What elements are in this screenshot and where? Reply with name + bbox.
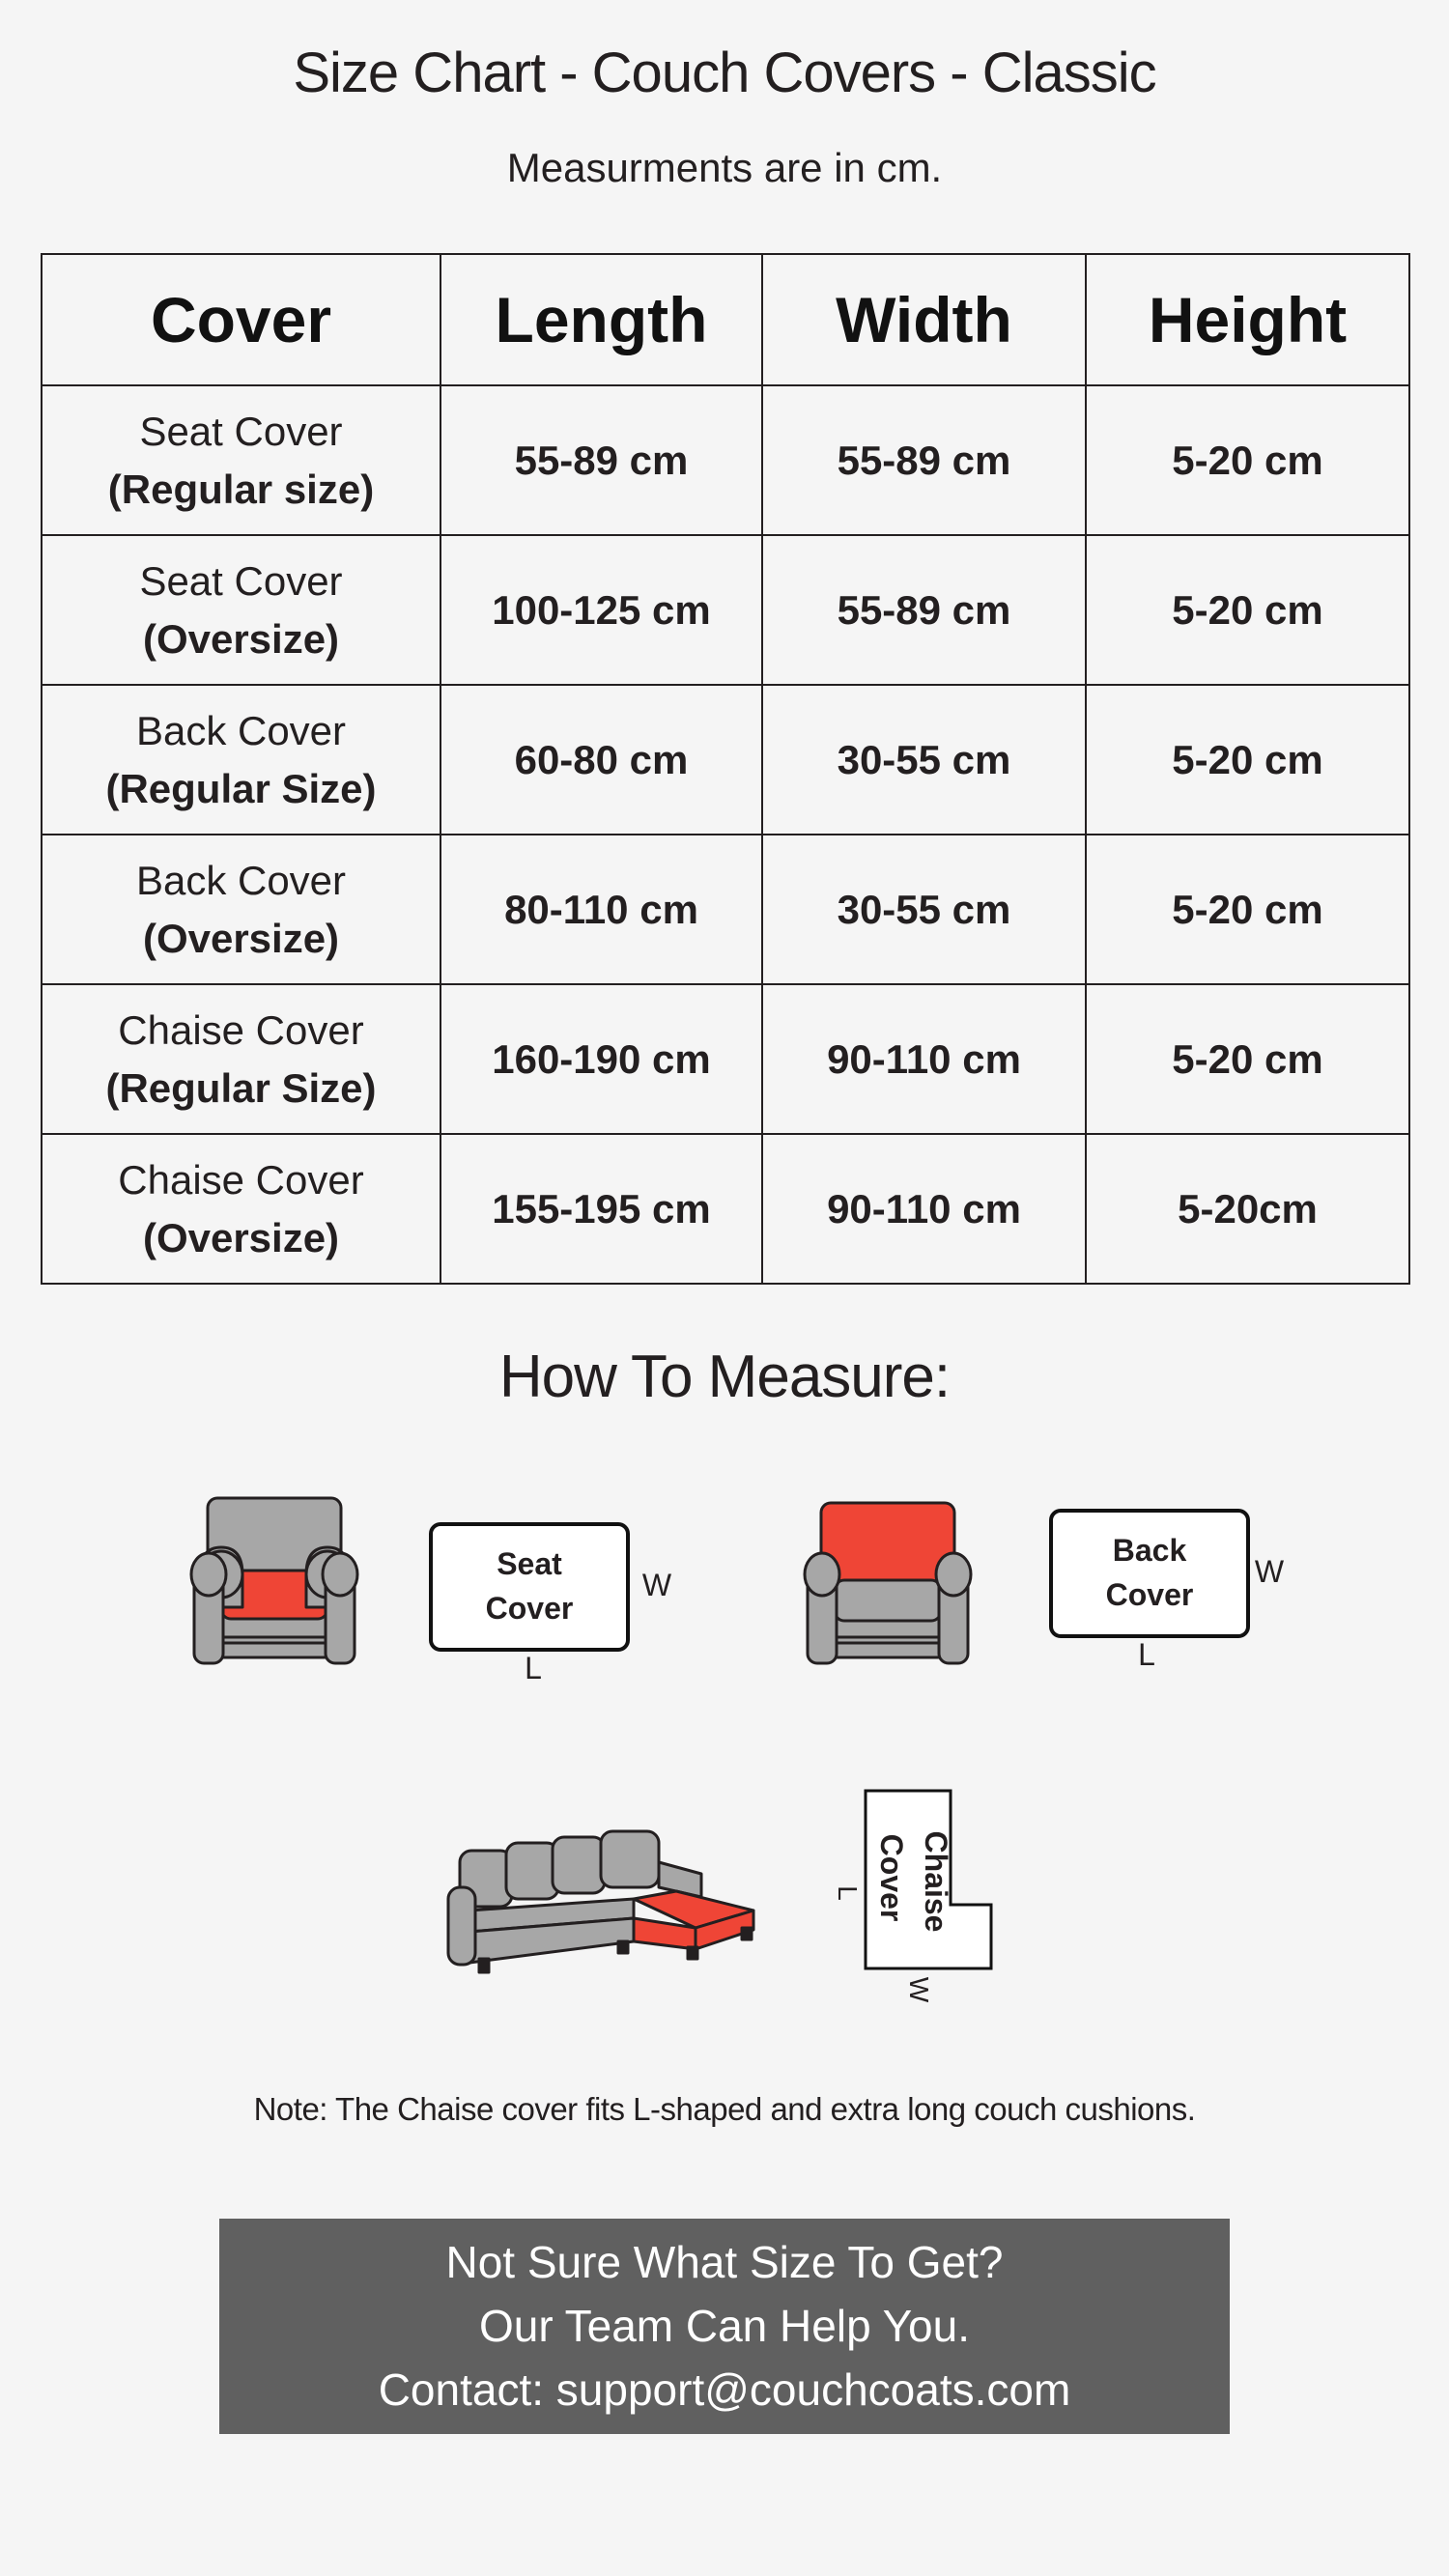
cover-name: Chaise Cover (118, 1006, 364, 1053)
column-header-height: Height (1086, 254, 1409, 385)
help-line-team: Our Team Can Help You. (478, 2301, 971, 2351)
seat-cover-label-line1: Seat (497, 1546, 562, 1581)
cover-size: (Regular Size) (105, 765, 377, 811)
cover-name: Back Cover (135, 707, 347, 753)
table-row (42, 385, 1409, 535)
table-header-row (42, 254, 1409, 385)
column-header-width: Width (762, 254, 1086, 385)
cover-size: (Oversize) (142, 1214, 340, 1260)
armchair-back-highlight-icon (800, 1495, 976, 1665)
width-cell: 30-55 cm (762, 835, 1086, 984)
width-cell: 30-55 cm (762, 685, 1086, 835)
cover-name: Back Cover (135, 857, 347, 903)
length-cell: 55-89 cm (440, 385, 762, 535)
seat-cover-label-line2: Cover (485, 1591, 574, 1626)
height-cell: 5-20 cm (1086, 984, 1409, 1134)
table-row (42, 984, 1409, 1134)
height-cell: 5-20 cm (1086, 535, 1409, 685)
height-cell: 5-20 cm (1086, 685, 1409, 835)
back-cover-diagram (1045, 1505, 1302, 1671)
chaise-cover-diagram (829, 1785, 1003, 2013)
back-width-label: W (1254, 1554, 1285, 1589)
help-line-question: Not Sure What Size To Get? (445, 2237, 1004, 2287)
sectional-sofa-chaise-highlight-icon (446, 1827, 757, 1976)
height-cell: 5-20 cm (1086, 385, 1409, 535)
cover-cell (42, 984, 440, 1134)
cover-size: (Oversize) (142, 915, 340, 961)
cover-cell (42, 1134, 440, 1284)
width-cell: 90-110 cm (762, 1134, 1086, 1284)
column-header-cover: Cover (42, 254, 440, 385)
width-cell: 90-110 cm (762, 984, 1086, 1134)
height-cell: 5-20 cm (1086, 835, 1409, 984)
cover-name: Chaise Cover (118, 1156, 364, 1203)
seat-length-label: L (525, 1651, 542, 1685)
back-cover-label-line1: Back (1112, 1533, 1187, 1568)
length-cell: 100-125 cm (440, 535, 762, 685)
cover-name: Seat Cover (139, 557, 343, 604)
back-cover-outline (1051, 1511, 1248, 1636)
chaise-width-label: W (904, 1976, 934, 2003)
how-to-measure-title: How To Measure: (498, 1344, 951, 1410)
length-cell: 160-190 cm (440, 984, 762, 1134)
cover-size: (Regular size) (107, 466, 375, 512)
chaise-cover-label-line1: Chaise (919, 1830, 953, 1933)
length-cell: 60-80 cm (440, 685, 762, 835)
back-cover-label-line2: Cover (1105, 1577, 1194, 1612)
table-row (42, 685, 1409, 835)
chaise-length-label: L (833, 1885, 863, 1901)
height-cell: 5-20cm (1086, 1134, 1409, 1284)
cover-size: (Oversize) (142, 615, 340, 662)
cover-size: (Regular Size) (105, 1064, 377, 1111)
seat-cover-diagram (425, 1518, 682, 1684)
seat-width-label: W (641, 1568, 672, 1602)
cover-cell (42, 535, 440, 685)
seat-cover-outline (431, 1524, 628, 1650)
table-row (42, 535, 1409, 685)
cover-cell (42, 385, 440, 535)
cover-name: Seat Cover (139, 408, 343, 454)
cover-cell (42, 835, 440, 984)
back-length-label: L (1138, 1637, 1155, 1672)
chaise-cover-label-line2: Cover (874, 1833, 909, 1922)
size-chart-table (41, 253, 1410, 1285)
cover-cell (42, 685, 440, 835)
table-row (42, 1134, 1409, 1284)
width-cell: 55-89 cm (762, 535, 1086, 685)
length-cell: 155-195 cm (440, 1134, 762, 1284)
help-banner (219, 2219, 1230, 2434)
armchair-seat-highlight-icon (186, 1495, 362, 1665)
column-header-length: Length (440, 254, 762, 385)
chaise-note: Note: The Chaise cover fits L-shaped and extra long couch cushions. (253, 2091, 1196, 2127)
width-cell: 55-89 cm (762, 385, 1086, 535)
page-subtitle: Measurments are in cm. (506, 145, 943, 190)
page-title: Size Chart - Couch Covers - Classic (293, 42, 1156, 104)
help-line-contact: Contact: support@couchcoats.com (378, 2364, 1071, 2415)
table-row (42, 835, 1409, 984)
length-cell: 80-110 cm (440, 835, 762, 984)
